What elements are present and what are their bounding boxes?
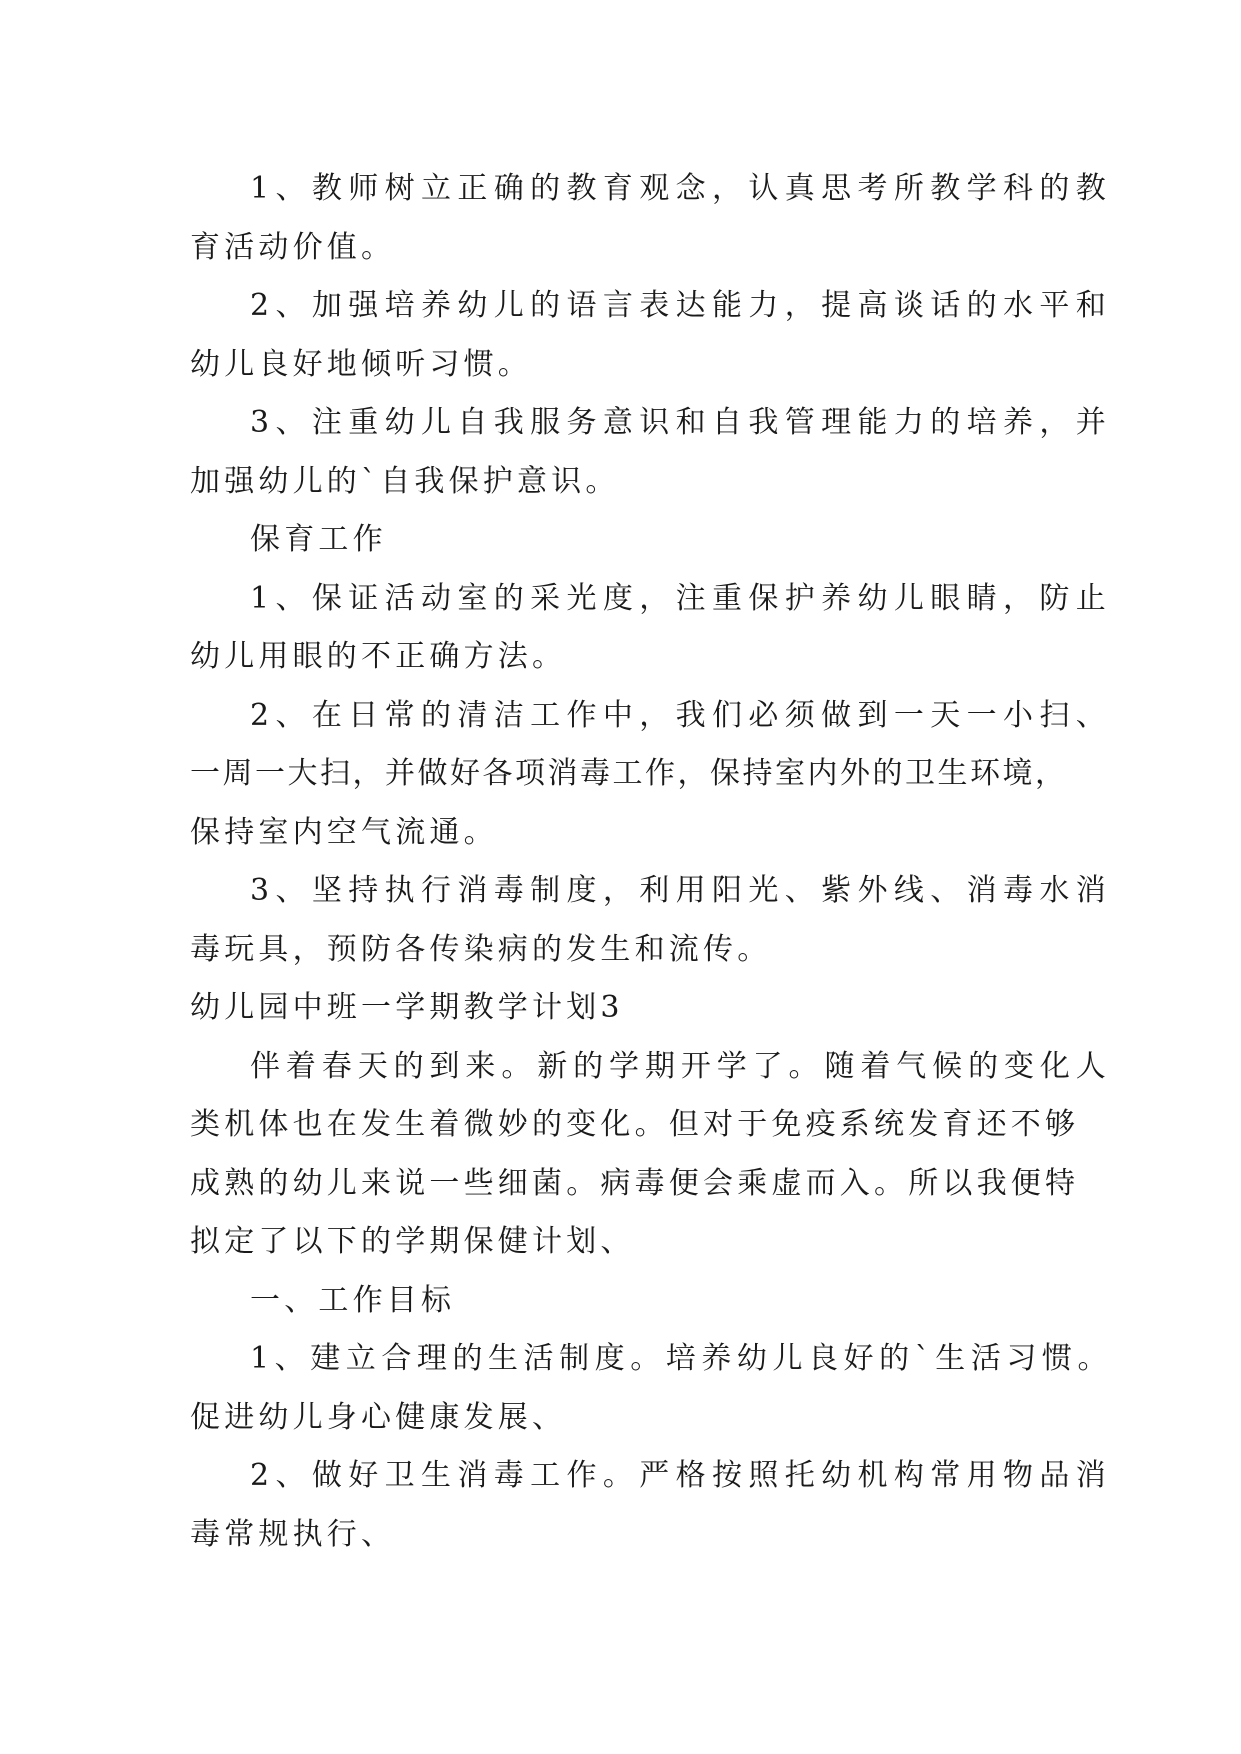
text-line: 幼儿用眼的不正确方法。 [190, 639, 567, 674]
text-line: 保持室内空气流通。 [190, 814, 498, 850]
text-line: 2、做好卫生消毒工作。严格按照托幼机构常用物品消 [250, 1458, 1110, 1493]
text-line: 幼儿良好地倾听习惯。 [190, 346, 532, 382]
text-line: 加强幼儿的`自我保护意识。 [190, 463, 620, 499]
text-line: 类机体也在发生着微妙的变化。但对于免疫系统发育还不够 [190, 1107, 1080, 1142]
text-line: 3、坚持执行消毒制度，利用阳光、紫外线、消毒水消 [250, 873, 1110, 908]
text-line: 毒常规执行、 [190, 1516, 396, 1552]
document-body [190, 160, 1110, 1564]
text-line: 成熟的幼儿来说一些细菌。病毒便会乘虚而入。所以我便特 [190, 1165, 1080, 1201]
text-line: 育活动价值。 [190, 229, 396, 265]
text-line: 促进幼儿身心健康发展、 [190, 1399, 567, 1435]
text-line: 一周一大扫，并做好各项消毒工作，保持室内外的卫生环境， [190, 756, 1068, 791]
text-line: 2、在日常的清洁工作中，我们必须做到一天一小扫、 [250, 697, 1110, 733]
section-heading: 一、工作目标 [250, 1282, 456, 1318]
text-line: 3、注重幼儿自我服务意识和自我管理能力的培养，并 [250, 405, 1110, 440]
text-line: 毒玩具，预防各传染病的发生和流传。 [190, 931, 772, 967]
text-line: 2、加强培养幼儿的语言表达能力，提高谈话的水平和 [250, 288, 1110, 323]
document-title: 幼儿园中班一学期教学计划3 [190, 990, 624, 1025]
text-line: 1、教师树立正确的教育观念，认真思考所教学科的教 [250, 171, 1110, 206]
text-line: 1、保证活动室的采光度，注重保护养幼儿眼睛，防止 [250, 580, 1110, 616]
text-line: 拟定了以下的学期保健计划、 [190, 1224, 635, 1259]
text-line: 1、建立合理的生活制度。培养幼儿良好的`生活习惯。 [250, 1341, 1110, 1376]
section-heading: 保育工作 [250, 522, 387, 557]
text-line: 伴着春天的到来。新的学期开学了。随着气候的变化人 [250, 1048, 1110, 1084]
